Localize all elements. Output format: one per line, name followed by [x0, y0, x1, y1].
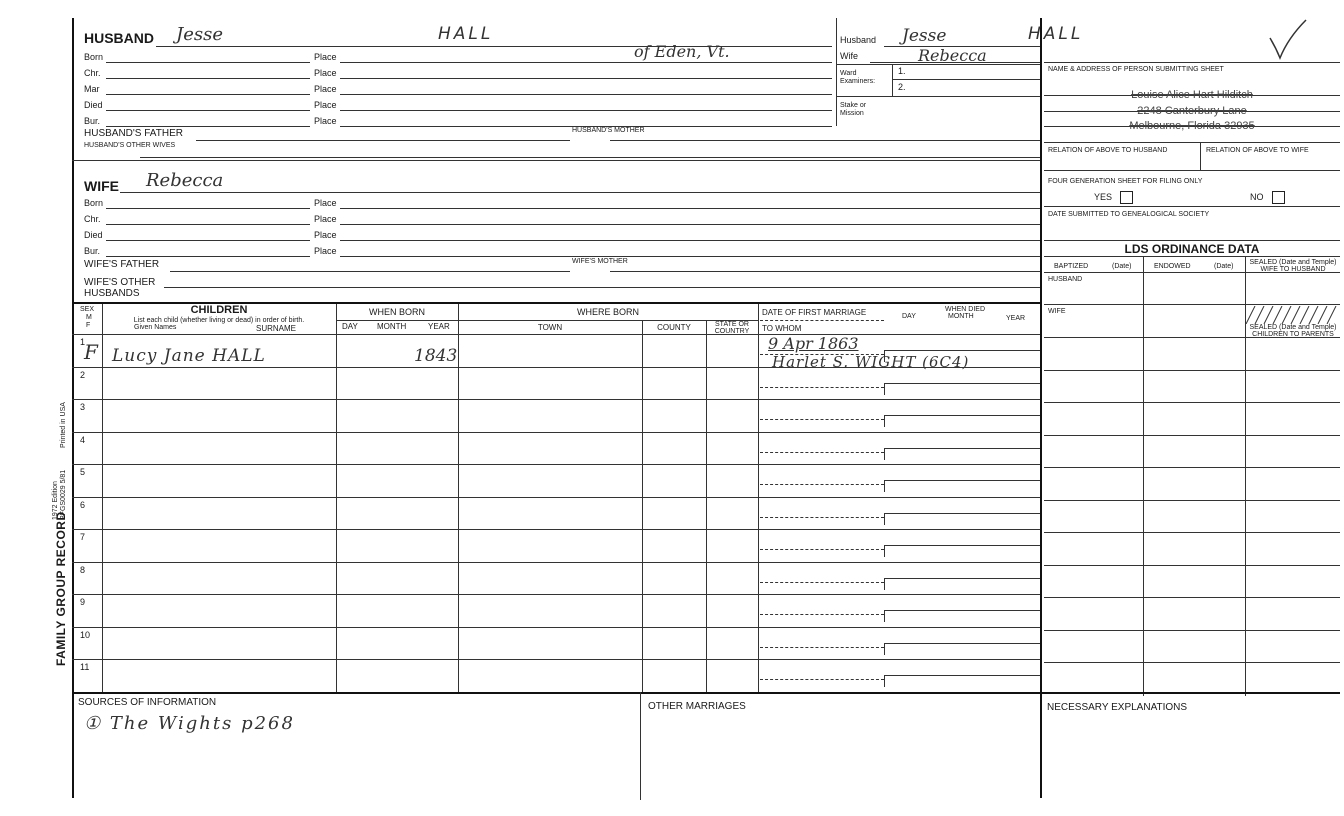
- husband-row-label: Died: [84, 100, 103, 110]
- lds-row-line: [1044, 662, 1340, 663]
- marriage-dash-line: [760, 484, 884, 485]
- lds-row-line: [1044, 402, 1340, 403]
- hdr-town: TOWN: [537, 323, 563, 332]
- wife-row-line: [106, 208, 310, 209]
- hdr-surname: SURNAME: [256, 324, 297, 333]
- marriage-dash-line: [760, 419, 884, 420]
- husband-place-label: Place: [314, 116, 337, 126]
- wife-mother-label: WIFE'S MOTHER: [572, 258, 628, 265]
- submitter-top: [1044, 62, 1340, 63]
- marriage-dash-line: [760, 614, 884, 615]
- child-row-line: [72, 497, 1040, 498]
- marriage-dash-line: [760, 549, 884, 550]
- box-husband-given: Jesse: [902, 26, 947, 46]
- lds-husband-bottom: [1044, 304, 1340, 305]
- box-ward-top: [836, 64, 1040, 65]
- submitter-city: Melbourne, Florida 32935: [1129, 120, 1255, 132]
- husband-place-line: [340, 94, 832, 95]
- hdr-died-year: YEAR: [1006, 315, 1026, 322]
- hdr-marriage-dash: [760, 320, 884, 321]
- box-stake-top: [836, 96, 1040, 97]
- lds-header-bottom: [1044, 272, 1340, 273]
- death-date-line: [884, 350, 1040, 351]
- marriage-dash-line: [760, 452, 884, 453]
- wife-row-line: [106, 224, 310, 225]
- box-wife-label: Wife: [840, 51, 858, 61]
- child-1-name: Lucy Jane HALL: [112, 346, 266, 366]
- death-date-line: [884, 578, 1040, 579]
- form-code: PFGS0029 5/81: [60, 469, 67, 520]
- child-row-number: 8: [80, 565, 86, 575]
- child-row-line: [72, 562, 1040, 563]
- child-row-number: 7: [80, 532, 86, 542]
- death-date-line: [884, 448, 1040, 449]
- husband-place-line: [340, 62, 832, 63]
- wife-other-husbands-line: [164, 287, 1040, 288]
- box-ward-1: 1.: [898, 66, 906, 76]
- hdr-first-marriage: DATE OF FIRST MARRIAGE: [762, 308, 867, 317]
- child-row-number: 4: [80, 435, 86, 445]
- husband-place-note: of Eden, Vt.: [634, 42, 730, 61]
- child-1-marriage-date: 9 Apr 1863: [768, 334, 859, 353]
- husband-section-bottom: [72, 160, 1040, 161]
- lds-title: LDS ORDINANCE DATA: [1124, 242, 1260, 256]
- wife-given-name: Rebecca: [146, 170, 224, 191]
- footer-top: [72, 692, 1340, 694]
- explanations-label: NECESSARY EXPLANATIONS: [1047, 702, 1188, 713]
- husband-label: HUSBAND: [84, 30, 154, 46]
- husband-given-name: Jesse: [176, 24, 223, 45]
- child-row-number: 5: [80, 467, 86, 477]
- lds-sealed-children: SEALED (Date and Temple) CHILDREN TO PARENTS: [1249, 324, 1337, 338]
- children-subheader-line: [336, 320, 758, 321]
- death-date-line: [884, 480, 1040, 481]
- lds-row-line: [1044, 370, 1340, 371]
- child-row-line: [72, 399, 1040, 400]
- fourgen-no-label: NO: [1250, 192, 1264, 202]
- child-row-line: [72, 464, 1040, 465]
- hdr-where-born: WHERE BORN: [576, 307, 639, 317]
- death-date-tick: [884, 643, 885, 655]
- box-husband-surname: HALL: [1028, 24, 1084, 44]
- hdr-when-born: WHEN BORN: [369, 307, 425, 317]
- death-date-line: [884, 383, 1040, 384]
- wife-mother-line: [610, 271, 1040, 272]
- hdr-children: CHILDREN: [190, 304, 248, 316]
- lds-row-line: [1044, 597, 1340, 598]
- death-date-tick: [884, 675, 885, 687]
- husband-row-label: Chr.: [84, 68, 101, 78]
- header-divider: [836, 18, 837, 126]
- wife-place-label: Place: [314, 198, 337, 208]
- death-date-line: [884, 675, 1040, 676]
- sources-text: ① The Wights p268: [84, 713, 295, 734]
- husband-father-label: HUSBAND'S FATHER: [84, 128, 183, 139]
- fourgen-yes-label: YES: [1094, 192, 1113, 202]
- hdr-sex: SEX: [80, 306, 95, 313]
- child-row-line: [72, 432, 1040, 433]
- lds-wife-label: WIFE: [1048, 308, 1066, 315]
- wife-place-label: Place: [314, 246, 337, 256]
- lds-row-line: [1044, 337, 1340, 338]
- husband-place-line: [340, 110, 832, 111]
- child-1-year: 1843: [414, 346, 458, 366]
- relation-divider: [1200, 142, 1201, 170]
- child-row-line: [72, 529, 1040, 530]
- hdr-died-day: DAY: [902, 313, 916, 320]
- left-border: [72, 18, 74, 798]
- wife-father-label: WIFE'S FATHER: [84, 259, 160, 270]
- form-printed: Printed in USA: [60, 402, 67, 448]
- child-1-spouse: Harlet S. WIGHT (6C4): [772, 353, 970, 371]
- hdr-m: M: [86, 314, 92, 321]
- husband-row-label: Mar: [84, 84, 100, 94]
- wife-place-label: Place: [314, 230, 337, 240]
- box-ward-label: Ward Examiners:: [840, 70, 876, 85]
- right-section-divider: [1040, 18, 1042, 798]
- child-row-number: 3: [80, 402, 86, 412]
- husband-surname: HALL: [438, 24, 494, 44]
- wife-place-line: [340, 256, 1040, 257]
- wife-row-label: Died: [84, 230, 103, 240]
- lds-row-line: [1044, 500, 1340, 501]
- child-row-number: 6: [80, 500, 86, 510]
- marriage-dash-line: [760, 582, 884, 583]
- marriage-dash-line: [760, 517, 884, 518]
- child-row-line: [72, 659, 1040, 660]
- death-date-tick: [884, 448, 885, 460]
- death-date-line: [884, 545, 1040, 546]
- wife-row-label: Born: [84, 198, 104, 208]
- death-date-line: [884, 415, 1040, 416]
- child-row-line: [72, 334, 1040, 335]
- marriage-dash-line: [760, 647, 884, 648]
- hdr-f: F: [86, 322, 91, 329]
- box-husband-label: Husband: [840, 35, 877, 45]
- husband-other-wives-line: [140, 157, 1040, 158]
- lds-top: [1044, 240, 1340, 241]
- lds-sealed-wife: SEALED (Date and Temple) WIFE TO HUSBAND: [1249, 259, 1337, 273]
- lds-row-line: [1044, 435, 1340, 436]
- wife-row-line: [106, 240, 310, 241]
- death-date-tick: [884, 545, 885, 557]
- box-stake-label: Stake or Mission: [840, 102, 867, 117]
- hdr-died-month: MONTH: [948, 313, 974, 320]
- child-row-line: [72, 627, 1040, 628]
- box-ward-mid: [892, 79, 1040, 80]
- husband-row-label: Bur.: [84, 116, 101, 126]
- lds-endowed: ENDOWED: [1154, 263, 1191, 270]
- wife-place-line: [340, 224, 1040, 225]
- death-date-tick: [884, 513, 885, 525]
- footer-divider: [640, 692, 641, 800]
- child-row-number: 9: [80, 597, 86, 607]
- lds-row-line: [1044, 565, 1340, 566]
- wife-place-line: [340, 240, 1040, 241]
- death-date-tick: [884, 610, 885, 622]
- husband-mother-line: [610, 140, 1040, 141]
- hdr-instructions: List each child (whether living or dead) in order of birth.: [133, 317, 305, 324]
- husband-other-wives-label: HUSBAND'S OTHER WIVES: [84, 142, 176, 149]
- col-marriage: [758, 304, 759, 692]
- fourgen-no-checkbox[interactable]: [1272, 191, 1285, 204]
- fourgen-top: [1044, 170, 1340, 171]
- child-1-sex: F: [84, 340, 98, 364]
- col-county: [642, 320, 643, 692]
- husband-row-line: [106, 94, 310, 95]
- lds-endow-date: (Date): [1214, 263, 1234, 270]
- child-row-number: 1: [80, 337, 86, 347]
- marriage-dash-line: [760, 679, 884, 680]
- submitter-name: Louise Alice Hart Hilditch: [1131, 89, 1253, 101]
- submitter-label: NAME & ADDRESS OF PERSON SUBMITTING SHEET: [1048, 66, 1224, 73]
- lds-row-line: [1044, 467, 1340, 468]
- child-row-number: 10: [80, 630, 91, 640]
- husband-place-line: [340, 78, 832, 79]
- husband-row-label: Born: [84, 52, 104, 62]
- death-date-line: [884, 513, 1040, 514]
- husband-row-line: [106, 78, 310, 79]
- child-row-number: 2: [80, 370, 86, 380]
- child-row-line: [72, 594, 1040, 595]
- submitter-street: 2248 Canterbury Lane: [1137, 105, 1247, 117]
- wife-row-label: Bur.: [84, 246, 101, 256]
- sources-label: SOURCES OF INFORMATION: [78, 697, 217, 708]
- husband-place-label: Place: [314, 84, 337, 94]
- fourgen-label: FOUR GENERATION SHEET FOR FILING ONLY: [1048, 178, 1203, 185]
- form-title-vertical: FAMILY GROUP RECORD: [54, 511, 68, 666]
- wife-label: WIFE: [84, 178, 119, 194]
- hdr-to-whom: TO WHOM: [762, 324, 802, 333]
- lds-bapt-date: (Date): [1112, 263, 1132, 270]
- hatched-area: [1246, 306, 1340, 324]
- husband-place-label: Place: [314, 100, 337, 110]
- death-date-tick: [884, 578, 885, 590]
- marriage-dash-line: [760, 387, 884, 388]
- wife-place-label: Place: [314, 214, 337, 224]
- date-submitted-label: DATE SUBMITTED TO GENEALOGICAL SOCIETY: [1048, 211, 1210, 218]
- death-date-tick: [884, 383, 885, 395]
- lds-row-line: [1044, 630, 1340, 631]
- box-ward-divider: [892, 64, 893, 96]
- husband-mother-label: HUSBAND'S MOTHER: [572, 127, 645, 134]
- col-state: [706, 320, 707, 692]
- date-submitted-top: [1044, 206, 1340, 207]
- death-date-tick: [884, 480, 885, 492]
- husband-place-label: Place: [314, 68, 337, 78]
- check-mark-icon: [1266, 18, 1310, 62]
- death-date-line: [884, 643, 1040, 644]
- form-edition: 1972 Edition: [52, 481, 59, 520]
- wife-other-husbands-label: WIFE'S OTHER HUSBANDS: [84, 277, 156, 299]
- husband-father-line: [196, 140, 570, 141]
- hdr-given: Given Names: [134, 324, 177, 331]
- hdr-when-died: WHEN DIED: [944, 306, 986, 313]
- hdr-day: DAY: [342, 322, 358, 331]
- relation-wife-label: RELATION OF ABOVE TO WIFE: [1206, 147, 1309, 154]
- hdr-county: COUNTY: [657, 323, 691, 332]
- wife-row-label: Chr.: [84, 214, 101, 224]
- death-date-line: [884, 610, 1040, 611]
- col-whenborn: [336, 304, 337, 692]
- husband-row-line: [106, 126, 310, 127]
- box-ward-2: 2.: [898, 82, 906, 92]
- child-row-number: 11: [80, 662, 90, 672]
- col-town: [458, 304, 459, 692]
- lds-baptized: BAPTIZED: [1054, 263, 1089, 270]
- wife-name-line: [120, 192, 1040, 193]
- wife-place-line: [340, 208, 1040, 209]
- wife-father-line: [170, 271, 570, 272]
- wife-row-line: [106, 256, 310, 257]
- hdr-state: STATE OR COUNTRY: [714, 321, 750, 335]
- hdr-month: MONTH: [377, 322, 407, 331]
- husband-place-label: Place: [314, 52, 337, 62]
- col-sex: [102, 304, 103, 692]
- lds-husband-label: HUSBAND: [1048, 276, 1083, 283]
- relation-top: [1044, 142, 1340, 143]
- lds-header-top: [1044, 256, 1340, 257]
- relation-husband-label: RELATION OF ABOVE TO HUSBAND: [1048, 147, 1168, 154]
- death-date-tick: [884, 415, 885, 427]
- other-marriages-label: OTHER MARRIAGES: [648, 701, 746, 712]
- husband-row-line: [106, 110, 310, 111]
- lds-row-line: [1044, 532, 1340, 533]
- hdr-year: YEAR: [428, 322, 450, 331]
- box-wife-given: Rebecca: [918, 46, 987, 65]
- husband-name-line: [156, 46, 832, 47]
- fourgen-yes-checkbox[interactable]: [1120, 191, 1133, 204]
- husband-row-line: [106, 62, 310, 63]
